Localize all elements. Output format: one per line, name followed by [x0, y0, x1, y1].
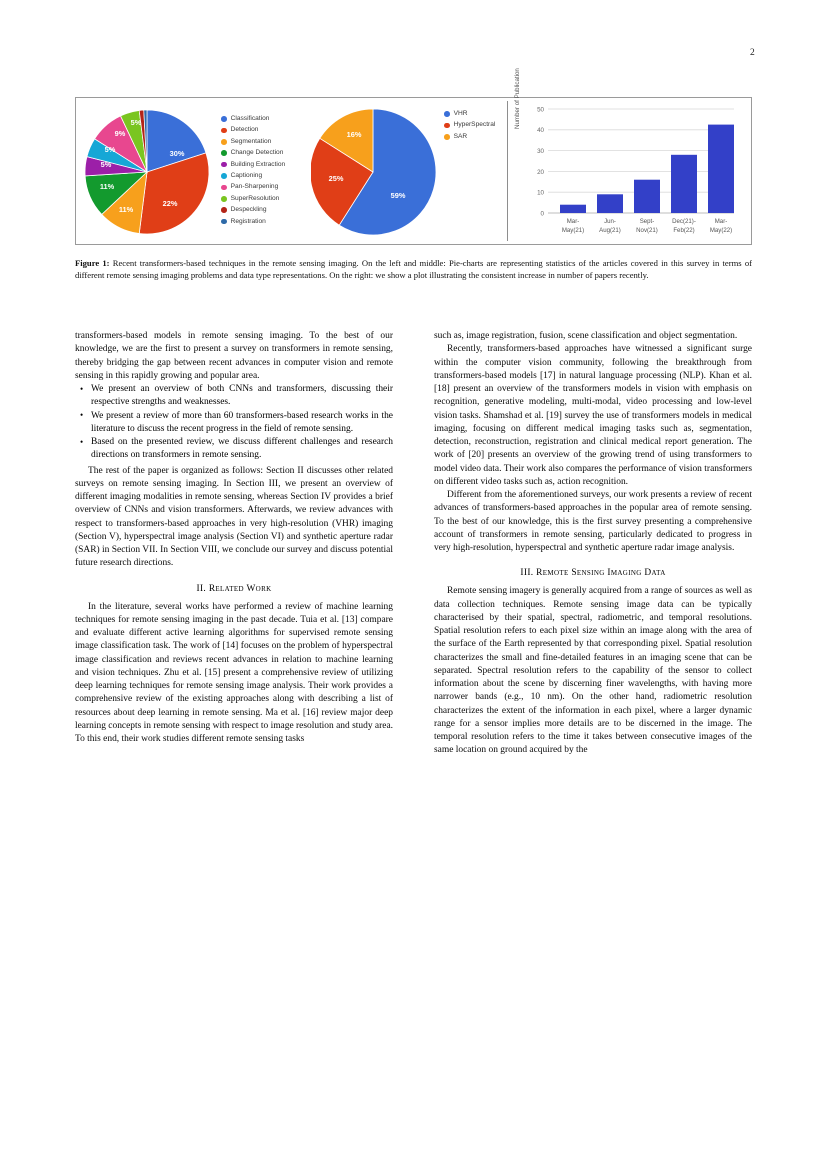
pie-problems-legend: [214, 114, 285, 228]
paragraph-organization: The rest of the paper is organized as follows: Section II discusses other related surveys on remote sensing imaging. In Section III, we present an overview of different imaging modalities in remote sensing, whereas Section IV provides a brief overview of CNNs and vision transformers. Afterwards, we review advances with respect to transformers-based approaches in very high-resolution (VHR) imaging (Section V), hyperspectral image analysis (Section VI) and synthetic aperture radar (SAR) in Section VII. In Section VIII, we conclude our survey and discuss potential future research directions.: [75, 465, 393, 569]
bar-chart-ylabel: Number of Publication: [514, 68, 521, 129]
legend-color-dot: [221, 173, 227, 179]
paragraph-related-work: In the literature, several works have performed a review of machine learning techniques for remote sensing imaging in the past decade. Tuia et al. [13] compare and evaluate different active learning algorithms for supervised remote sensing image classification task. The work of [14] focuses on the problem of hyperspectral image classification and reviews recent advances in relation to machine learning and vision techniques. Zhu et al. [15] present a comprehensive review of utilizing deep learning techniques for remote sensing image analysis. Their work provides a comprehensive review of the existing approaches along with describing a list of resources about deep learning in remote sensing. Ma et al. [16] review major deep learning concepts in remote sensing with respect to image resolution and study area. To this end, their work studies different remote sensing tasks: [75, 601, 393, 744]
x-tick-label: May(22): [709, 227, 733, 234]
legend-item: [221, 171, 285, 181]
legend-item: [221, 205, 285, 215]
pie-slice-label-captioning: 5%: [104, 145, 116, 154]
pie-slice-label-change-detection: 11%: [99, 182, 115, 191]
x-tick-label: Dec(21)-: [672, 218, 696, 225]
bar-chart-publications: [514, 68, 742, 241]
legend-item: [444, 132, 495, 142]
page-number: 2: [750, 48, 755, 58]
bar-chart-panel: [507, 68, 746, 241]
paragraph-continued: such as, image registration, fusion, scene classification and object segmentation.: [434, 331, 738, 341]
legend-color-dot: [221, 196, 227, 202]
x-tick-label: Mar-: [714, 218, 728, 225]
legend-item: [221, 160, 285, 170]
x-tick-label: Feb(22): [673, 227, 695, 234]
pie-chart-datatypes-panel: [311, 101, 507, 241]
paragraph-rs-data: Remote sensing imagery is generally acquired from a range of sources as well as data collection techniques. Remote sensing image data can be typically characterised by their spatial, spectral, radiometric, and temporal resolutions. Spatial resolution refers to each pixel size within an image along with the area of the surface of the Earth represented by that corresponding pixel. Spatial resolution characterizes the small and fine-detailed features in an imaging scene that can be separated. Spectral resolution refers to the capability of the sensor to collect information about the scene by discerning finer wavelengths, with having more narrower bands (e.g., 10 nm). On the other hand, radiometric resolution characterizes the extent of the information in each pixel, where a larger dynamic range for a sensor implies more details are to be discerned in the image. The temporal resolution refers to the time it takes between consecutive images of the same location on ground acquired by the: [434, 586, 752, 756]
legend-item: [221, 182, 285, 192]
bar: [560, 205, 586, 213]
legend-color-dot: [444, 134, 450, 140]
pie-slice-label-hyperspectral: 25%: [328, 174, 344, 183]
legend-label: Registration: [230, 217, 266, 225]
legend-color-dot: [221, 207, 227, 213]
x-tick-label: Aug(21): [599, 227, 621, 234]
legend-label: Classification: [230, 115, 270, 123]
legend-color-dot: [444, 123, 450, 129]
legend-color-dot: [221, 219, 227, 225]
pie-problems-svg: [81, 102, 214, 240]
y-tick-label: 20: [537, 168, 544, 176]
legend-item: [221, 125, 285, 135]
pie-slice-label-classification: 30%: [169, 149, 185, 158]
legend-label: SuperResolution: [230, 194, 280, 202]
legend-item: [221, 114, 285, 124]
pie-datatypes-svg: [311, 102, 437, 240]
legend-label: Segmentation: [230, 137, 272, 145]
right-column: [434, 330, 752, 758]
legend-color-dot: [444, 111, 450, 117]
figure-caption-text: Recent transformers-based techniques in the remote sensing imaging. On the left and middle: Pie-charts are representing statistics of the articles covered in this survey in terms of different remote sensing imaging problems and data type representations. On the right: we show a plot illustrating the consistent increase in number of papers recently.: [75, 258, 752, 280]
pie-chart-problems: [81, 102, 214, 240]
figure-caption-label: Figure 1:: [75, 258, 110, 268]
figure-1: [75, 68, 752, 245]
legend-color-dot: [221, 128, 227, 134]
legend-color-dot: [221, 185, 227, 191]
legend-label: Despeckling: [230, 206, 267, 214]
y-tick-label: 40: [537, 127, 544, 135]
left-column: [75, 330, 393, 758]
bar: [671, 155, 697, 213]
section-heading-related-work: II. Related Work: [196, 583, 272, 594]
pie-chart-datatypes: [311, 102, 437, 240]
section-heading-rs-imaging-data: III. Remote Sensing Imaging Data: [520, 568, 666, 579]
legend-label: Detection: [230, 126, 259, 134]
paragraph-continued: transformers-based models in remote sensing imaging. To the best of our knowledge, we are the first to present a survey on transformers in remote sensing, thereby bridging the gap between recent advances in computer vision and remote sensing in this rapidly growing and popular area.: [75, 331, 393, 381]
list-item: • We present a review of more than 60 transformers-based research works in the literature to discuss the recent progress in the field of remote sensing.: [89, 410, 393, 437]
legend-label: Pan-Sharpening: [230, 183, 279, 191]
legend-color-dot: [221, 162, 227, 168]
bar: [597, 194, 623, 213]
legend-label: SAR: [453, 132, 468, 140]
body-columns: [75, 330, 752, 758]
y-tick-label: 0: [540, 210, 544, 218]
legend-item: [444, 109, 495, 119]
pie-datatypes-legend: [437, 101, 495, 143]
x-tick-label: Sept-: [639, 218, 655, 225]
pie-slice-label-segmentation: 11%: [118, 205, 134, 214]
legend-label: HyperSpectral: [453, 121, 496, 129]
figure-caption: [75, 258, 752, 281]
pie-slice-label-pan-sharpening: 9%: [114, 129, 126, 138]
legend-item: [221, 194, 285, 204]
x-tick-label: Nov(21): [636, 227, 658, 234]
legend-label: VHR: [453, 110, 468, 117]
legend-color-dot: [221, 150, 227, 156]
x-tick-label: Mar-: [566, 218, 580, 225]
legend-color-dot: [221, 116, 227, 122]
y-tick-label: 30: [537, 148, 544, 155]
pie-slice-label-superresolution: 5%: [130, 118, 142, 127]
pie-slice-label-building-extraction: 5%: [100, 160, 112, 169]
legend-label: Captioning: [230, 172, 263, 179]
legend-label: Building Extraction: [230, 160, 286, 168]
contributions-list: [75, 383, 393, 463]
paragraph-recently: Recently, transformers-based approaches have witnessed a significant surge within the computer vision community, following the breakthrough from transformers-based models [17] in natural language processing (NLP). Khan et al. [18] present an overview of the transformers models in vision with emphasis on recognition, generative modeling, multi-modal, video processing and low-level vision tasks. Shamshad et al. [19] survey the use of transformers models in medical imaging, focusing on different medical imaging tasks such as, segmentation, detection, reconstruction, registration and clinical medical report generation. The work of [20] presents an overview of the growing trend of using transformers to model video data. Their work also compares the performance of vision transformers on different video tasks such as, action recognition.: [434, 344, 752, 487]
pie-slice-label-vhr: 59%: [390, 191, 406, 200]
bar: [634, 180, 660, 213]
list-item: • Based on the presented review, we discuss different challenges and research directions on transformers in remote sensing.: [89, 436, 393, 463]
list-item: • We present an overview of both CNNs and transformers, discussing their respective strengths and weaknesses.: [89, 383, 393, 410]
legend-label: Change Detection: [230, 149, 284, 157]
x-tick-label: Jun-: [604, 218, 616, 225]
bar: [708, 125, 734, 213]
figure-panel-container: [75, 68, 752, 245]
y-tick-label: 50: [537, 106, 544, 114]
x-tick-label: May(21): [561, 227, 585, 234]
legend-item: [221, 217, 285, 227]
pie-slice-label-detection: 22%: [162, 199, 178, 208]
legend-item: [221, 148, 285, 158]
bar-chart-svg: [522, 101, 740, 241]
y-tick-label: 10: [537, 189, 544, 197]
paragraph-different: Different from the aforementioned surveys, our work presents a review of recent advances of transformers-based approaches in the popular area of remote sensing. To the best of our knowledge, this is the first survey presenting a comprehensive account of transformers in remote sensing, particularly dedicated to progress in very high-resolution, hyperspectral and synthetic aperture radar image analysis.: [434, 490, 752, 553]
pie-chart-problems-panel: [79, 101, 311, 241]
legend-item: [444, 120, 495, 130]
pie-slice-label-sar: 16%: [346, 130, 362, 139]
legend-color-dot: [221, 139, 227, 145]
legend-item: [221, 137, 285, 147]
